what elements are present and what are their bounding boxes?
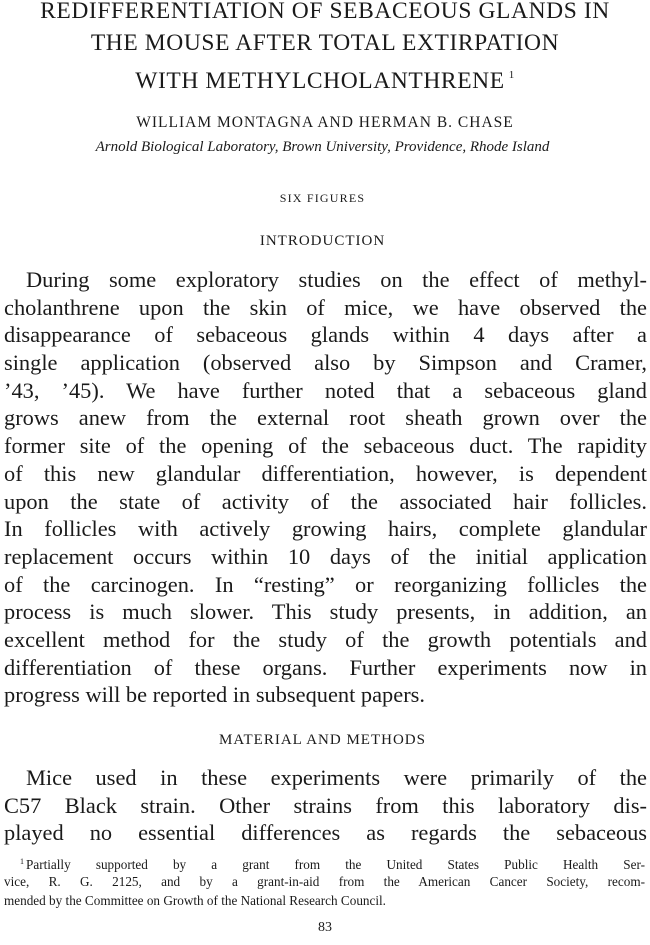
article-title-line-3-text: WITH METHYLCHOLANTHRENE bbox=[135, 68, 505, 94]
footnote-line: vice, R. G. 2125, and by a grant-in-aid from the American Cancer Society, recom- bbox=[4, 873, 645, 889]
figures-note: SIX FIGURES bbox=[279, 191, 366, 205]
introduction-heading: INTRODUCTION bbox=[259, 233, 386, 249]
paragraph-line: Mice used in these experiments were primarily of the bbox=[26, 765, 647, 790]
paragraph-line: process is much slower. This study presents, in addition, an bbox=[4, 599, 647, 625]
footnote-marker: 1 bbox=[20, 857, 24, 866]
paragraph-line: upon the state of activity of the associated hair follicles. bbox=[4, 488, 647, 514]
paragraph-line: In follicles with actively growing hairs, complete glandular bbox=[4, 516, 647, 542]
paragraph-line: of this new glandular differentiation, however, is dependent bbox=[4, 460, 647, 486]
paragraph-line: cholanthrene upon the skin of mice, we have observed the bbox=[4, 294, 647, 320]
article-title-line-3 bbox=[0, 61, 650, 96]
paragraph-line: differentiation of these organs. Further experiments now in bbox=[4, 654, 647, 680]
author-names: WILLIAM MONTAGNA AND HERMAN B. CHASE bbox=[136, 114, 514, 131]
footnote-line: mended by the Committee on Growth of the National Research Council. bbox=[4, 893, 386, 908]
methods-heading: MATERIAL AND METHODS bbox=[219, 732, 426, 748]
paragraph-line: single application (observed also by Simpson and Cramer, bbox=[4, 350, 647, 376]
paragraph-line: former site of the opening of the sebaceous duct. The rapidity bbox=[4, 433, 647, 459]
paragraph-line: C57 Black strain. Other strains from this laboratory dis- bbox=[4, 792, 647, 818]
footnote-line-text: Partially supported by a grant from the United States Public Health Ser- bbox=[26, 857, 645, 872]
paragraph-line: ’43, ’45). We have further noted that a sebaceous gland bbox=[4, 377, 647, 403]
article-title-line-1: REDIFFERENTIATION OF SEBACEOUS GLANDS IN bbox=[40, 0, 610, 24]
paragraph-line: progress will be reported in subsequent papers. bbox=[4, 682, 425, 708]
page-number: 83 bbox=[318, 920, 332, 935]
title-footnote-marker: 1 bbox=[508, 69, 515, 81]
paragraph-line: During some exploratory studies on the effect of methyl- bbox=[26, 267, 647, 292]
paragraph-line: replacement occurs within 10 days of the initial application bbox=[4, 543, 647, 569]
footnote bbox=[4, 852, 645, 911]
paragraph-line: of the carcinogen. In “resting” or reorganizing follicles the bbox=[4, 571, 647, 597]
paragraph-line: excellent method for the study of the growth potentials and bbox=[4, 626, 647, 652]
paragraph-line: played no essential differences as regards the sebaceous bbox=[4, 820, 647, 846]
methods-paragraph bbox=[4, 764, 647, 847]
author-affiliation: Arnold Biological Laboratory, Brown University, Providence, Rhode Island bbox=[95, 139, 550, 155]
footnote-line bbox=[4, 852, 645, 872]
introduction-paragraph bbox=[4, 266, 647, 709]
paragraph-line: grows anew from the external root sheath grown over the bbox=[4, 405, 647, 431]
paragraph-line: disappearance of sebaceous glands within 4 days after a bbox=[4, 322, 647, 348]
article-title-line-2: THE MOUSE AFTER TOTAL EXTIRPATION bbox=[90, 30, 560, 56]
